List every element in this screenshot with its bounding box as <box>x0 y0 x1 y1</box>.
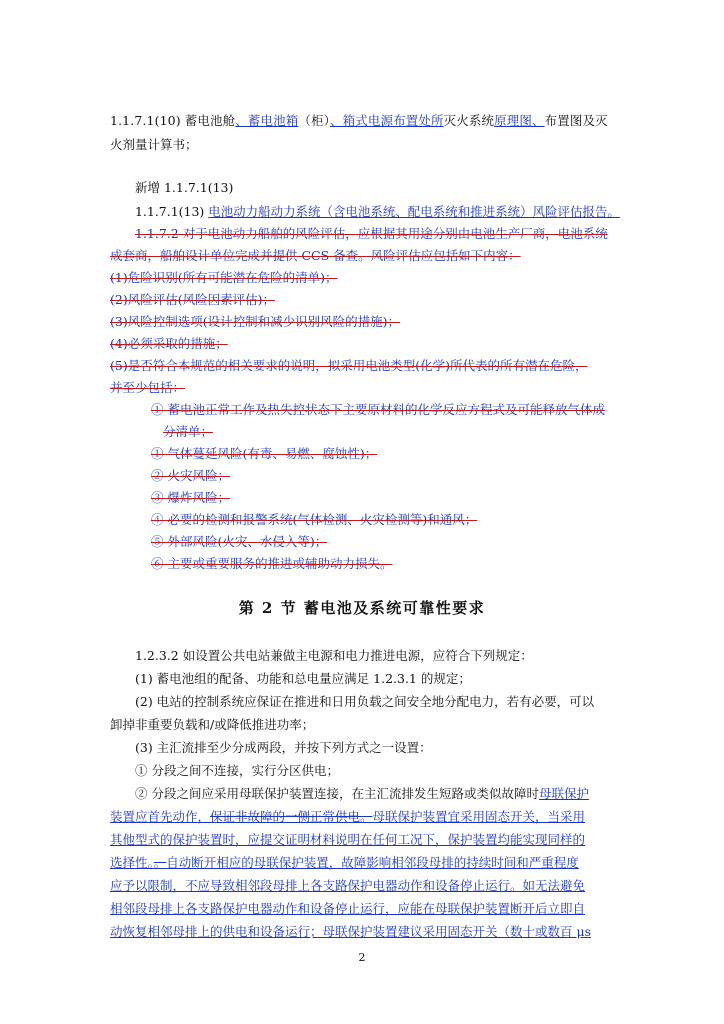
clause-number: 1.1.7.1(13) <box>135 204 209 219</box>
inserted-text: 装置应首先动作， <box>110 809 211 824</box>
sub-item: ① 分段之间不连接，实行分区供电； <box>135 763 339 778</box>
deleted-sub-item: ④ 必要的检测和报警系统(气体检测、火灾检测等)和通风； <box>151 512 478 527</box>
deleted-item: (4)必须采取的措施； <box>110 336 228 351</box>
sub-item-line: 应予以限制，不应导致相邻段母排上各支路保护电器动作和设备停止运行。如无法避免 <box>110 878 586 893</box>
deleted-sub-item: ② 火灾风险； <box>151 468 230 483</box>
list-item: (1) 蓄电池组的配备、功能和总电量应满足 1.2.3.1 的规定； <box>135 671 471 686</box>
new-clause-heading: 新增 1.1.7.1(13) <box>135 180 234 195</box>
deleted-item: (3)风险控制选项(设计控制和减少识别风险的措施)； <box>110 314 400 329</box>
para-1-1-7-1-13-title <box>135 203 620 221</box>
sub-item-line: 相邻段母排上各支路保护电器动作和设备停止运行，应能在母联保护装置断开后立即自 <box>110 901 586 916</box>
para-text: 灭火系统 <box>443 113 495 128</box>
para-text: 1.1.7.1(10) 蓄电池舱 <box>110 113 236 128</box>
inserted-text: 自动断开相应的母联保护装置，故障影响相邻段母排的持续时间和严重程度 <box>166 855 579 870</box>
sub-item-line: 动恢复相邻母排上的供电和设备运行；母联保护装置建议采用固态开关（数十或数百 μs <box>110 924 592 939</box>
section-title: 第 2 节 蓄电池及系统可靠性要求 <box>238 599 486 617</box>
para-1-1-7-1-10-line-1 <box>110 112 608 130</box>
sub-item-line <box>110 854 579 872</box>
list-item: 卸掉非重要负载和/或降低推进功率； <box>110 717 315 732</box>
list-item: (3) 主汇流排至少分成两段，并按下列方式之一设置： <box>135 740 432 755</box>
deleted-text: 。 <box>153 855 167 870</box>
para-1-2-3-2-intro: 1.2.3.2 如设置公共电站兼做主电源和电力推进电源，应符合下列规定： <box>135 648 533 663</box>
para-text: （柜） <box>298 113 331 128</box>
inserted-text: 母联保护 <box>538 786 589 801</box>
deleted-sub-item: ① 气体蔓延风险(有毒、易燃、腐蚀性)； <box>151 446 378 461</box>
inserted-text: 选择性。 <box>110 855 154 870</box>
deleted-item: (2)风险评估(风险因素评估)； <box>110 292 275 307</box>
deleted-sub-item: ③ 爆炸风险； <box>151 490 230 505</box>
deleted-text: 保证非故障的一侧正常供电。 <box>210 809 373 824</box>
inserted-text: 、箱式电源布置处所 <box>330 113 444 128</box>
para-1-1-7-1-10-line-2: 火剂量计算书； <box>110 137 198 152</box>
deleted-sub-item: ⑤ 外部风险(火灾、水侵入等)； <box>151 534 328 549</box>
deleted-sub-item: ① 蓄电池正常工作及热失控状态下主要原材料的化学反应方程式及可能释放气体成 <box>151 402 605 417</box>
inserted-text: 电池动力船动力系统（含电池系统、配电系统和推进系统）风险评估报告。 <box>208 204 620 219</box>
deleted-line: 成套商，船舶设计单位完成并提供 CCS 备查。风险评估应包括如下内容： <box>110 248 521 263</box>
inserted-text: 原理图、 <box>494 113 545 128</box>
sub-item-line <box>135 785 589 803</box>
list-item: (2) 电站的控制系统应保证在推进和日用负载之间安全地分配电力，若有必要，可以 <box>135 694 595 709</box>
sub-item-line <box>110 808 585 826</box>
deleted-line: 1.1.7.2 对于电池动力船舶的风险评估，应根据其用途分别由电池生产厂商，电池系统 <box>135 226 608 241</box>
deleted-item: (5)是否符合本规范的相关要求的说明，拟采用电池类型(化学)所代表的所有潜在危险， <box>110 358 588 373</box>
inserted-text: 、蓄电池箱 <box>235 113 299 128</box>
sub-item-line: 其他型式的保护装置时，应提交证明材料说明在任何工况下，保护装置均能实现同样的 <box>110 832 586 847</box>
deleted-item: (1)危险识别(所有可能潜在危险的清单)； <box>110 270 338 285</box>
inserted-text: 母联保护装置宜采用固态开关，当采用 <box>372 809 586 824</box>
deleted-sub-item: ⑥ 主要或重要服务的推进或辅助动力损失。 <box>151 556 393 571</box>
page-number: 2 <box>358 951 366 964</box>
deleted-item: 并至少包括： <box>110 380 186 395</box>
deleted-sub-item: 分清单； <box>163 424 214 439</box>
para-text: ② 分段之间应采用母联保护装置连接，在主汇流排发生短路或类似故障时 <box>135 786 539 801</box>
para-text: 布置图及灭 <box>544 113 608 128</box>
